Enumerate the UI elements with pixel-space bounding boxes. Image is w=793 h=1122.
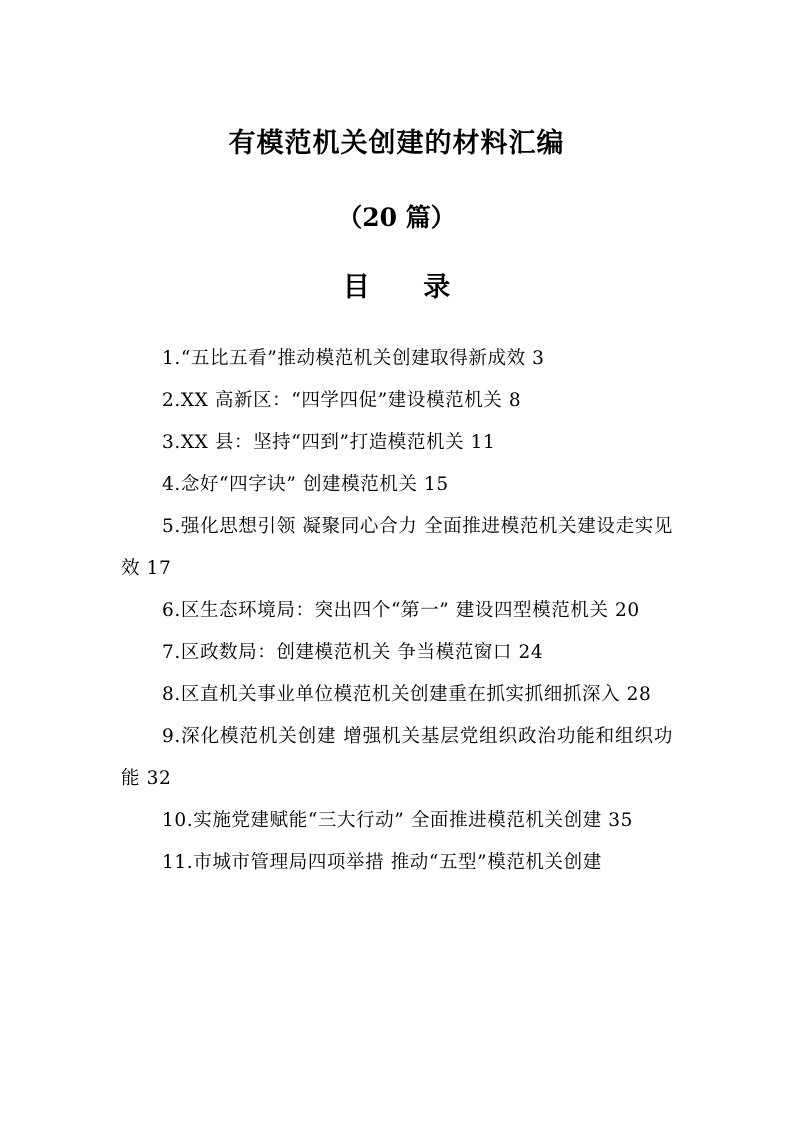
document-title: 有模范机关创建的材料汇编 bbox=[228, 128, 565, 159]
toc-item[interactable]: 11.市城市管理局四项举措 推动“五型”模范机关创建 bbox=[162, 852, 602, 873]
toc-item[interactable]: 1.“五比五看”推动模范机关创建取得新成效 3 bbox=[162, 348, 545, 369]
toc-item[interactable]: 4.念好“四字诀” 创建模范机关 15 bbox=[162, 474, 449, 495]
article-count: （20 篇） bbox=[337, 203, 456, 232]
toc-item[interactable]: 10.实施党建赋能“三大行动” 全面推进模范机关创建 35 bbox=[162, 810, 634, 831]
toc-item[interactable]: 6.区生态环境局：突出四个“第一” 建设四型模范机关 20 bbox=[162, 600, 640, 621]
toc-item[interactable]: 3.XX 县：坚持“四到”打造模范机关 11 bbox=[162, 432, 496, 453]
table-of-contents bbox=[121, 338, 673, 884]
toc-heading: 目 录 bbox=[342, 272, 473, 303]
toc-item[interactable]: 2.XX 高新区：“四学四促”建设模范机关 8 bbox=[162, 390, 522, 411]
toc-item[interactable]: 7.区政数局：创建模范机关 争当模范窗口 24 bbox=[162, 642, 544, 663]
toc-item[interactable]: 9.深化模范机关创建 增强机关基层党组织政治功能和组织功能 32 bbox=[121, 726, 673, 789]
toc-item[interactable]: 5.强化思想引领 凝聚同心合力 全面推进模范机关建设走实见效 17 bbox=[121, 516, 673, 579]
toc-item[interactable]: 8.区直机关事业单位模范机关创建重在抓实抓细抓深入 28 bbox=[162, 684, 652, 705]
